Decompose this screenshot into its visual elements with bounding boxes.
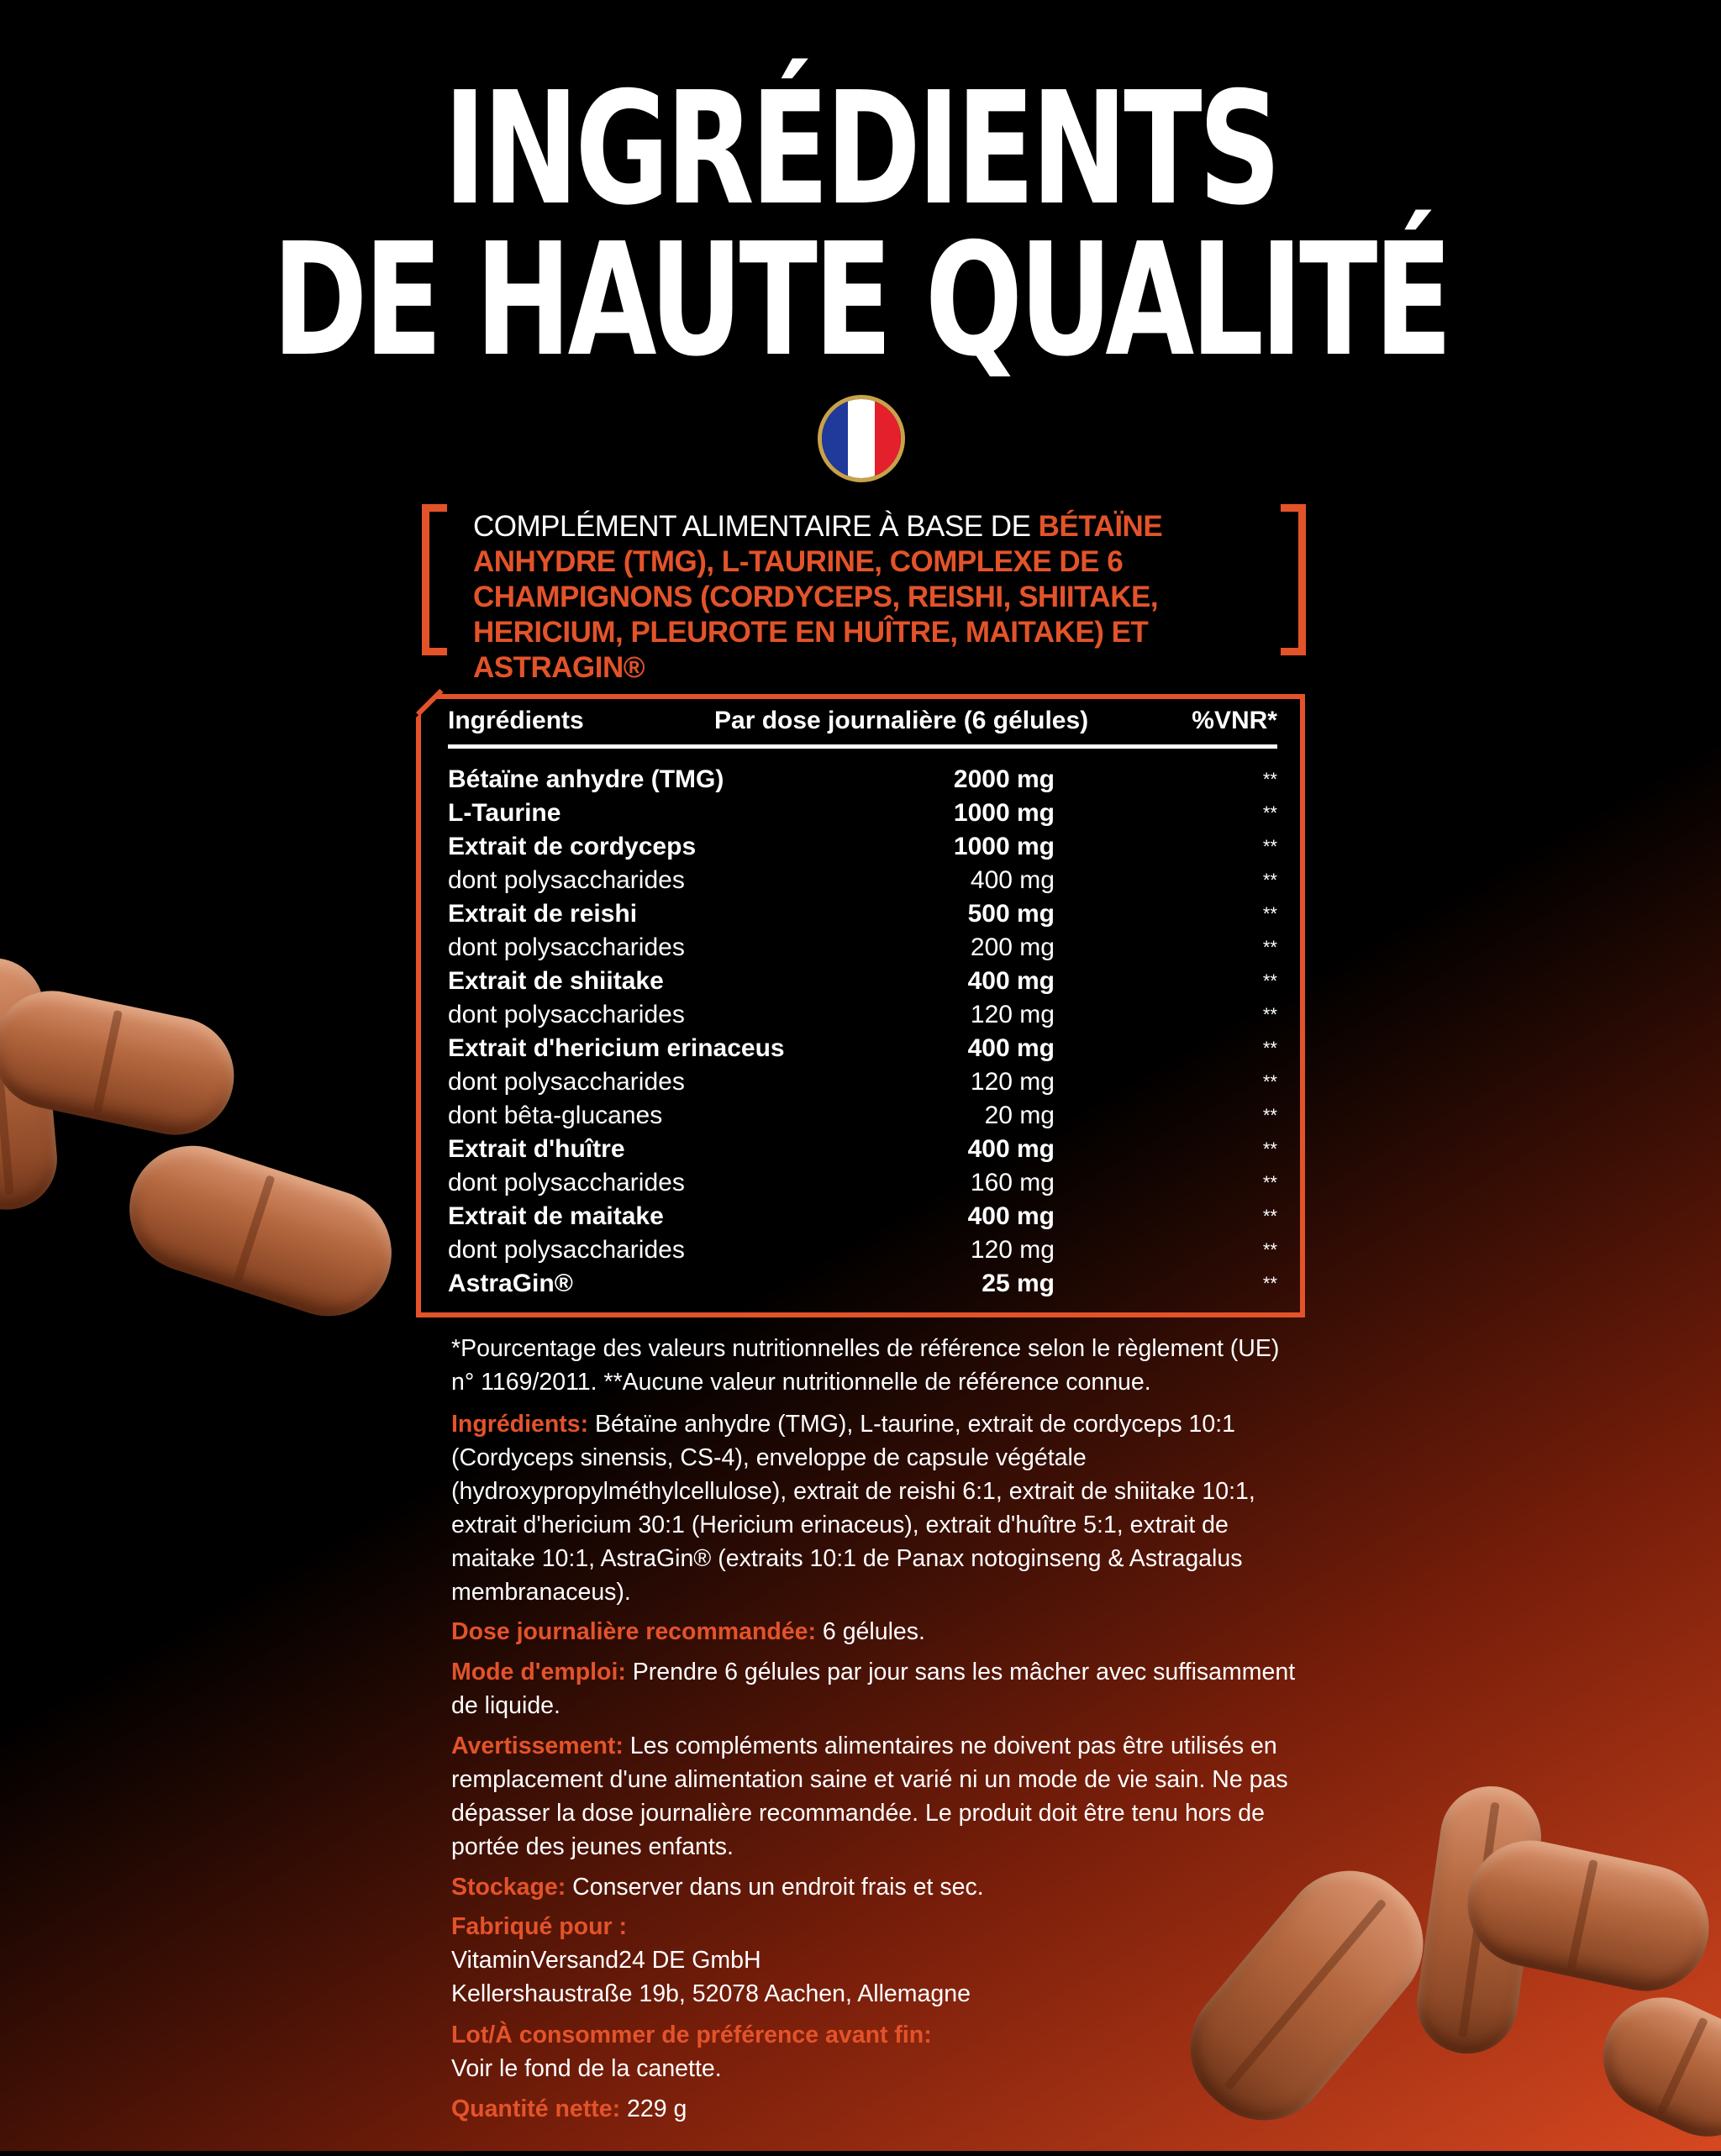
ingredient-name: dont polysaccharides	[448, 1001, 685, 1028]
header-vnr: %VNR*	[1192, 707, 1277, 734]
net-text: 229 g	[627, 2096, 687, 2122]
ingredient-vnr: **	[1262, 1239, 1277, 1260]
ingredient-vnr: **	[1262, 1038, 1277, 1059]
page-title-line1: INGRÉDIENTS	[443, 58, 1278, 239]
manufacturer-name: VitaminVersand24 DE GmbH	[451, 1947, 761, 1974]
ingredient-name: Extrait de cordyceps	[448, 833, 697, 860]
header-dose: Par dose journalière (6 gélules)	[714, 707, 1089, 734]
usage-section	[451, 1655, 1300, 1722]
ingredient-amount: 200 mg	[970, 933, 1055, 961]
header-ingredients: Ingrédients	[448, 707, 584, 734]
table-row	[448, 931, 1277, 965]
ingredient-name: dont polysaccharides	[448, 933, 685, 961]
subtitle-plain: COMPLÉMENT ALIMENTAIRE À BASE DE	[473, 510, 1039, 543]
ingredient-amount: 25 mg	[982, 1270, 1055, 1297]
lot-text: Voir le fond de la canette.	[451, 2055, 722, 2082]
table-row	[448, 1233, 1277, 1267]
ingredient-vnr: **	[1262, 970, 1277, 991]
table-row	[448, 1166, 1277, 1200]
ingredient-vnr: **	[1262, 1172, 1277, 1193]
ingredient-name: Extrait d'huître	[448, 1135, 625, 1163]
ingredient-vnr: **	[1262, 1206, 1277, 1227]
ingredient-name: dont polysaccharides	[448, 1236, 685, 1264]
ingredient-amount: 1000 mg	[953, 799, 1055, 827]
ingredient-vnr: **	[1262, 836, 1277, 857]
table-row	[448, 1200, 1277, 1233]
ingredient-name: Extrait d'hericium erinaceus	[448, 1034, 785, 1062]
dose-text: 6 gélules.	[822, 1618, 925, 1645]
ingredient-vnr: **	[1262, 1105, 1277, 1126]
ingredient-name: dont polysaccharides	[448, 1068, 685, 1096]
storage-label: Stockage:	[451, 1874, 566, 1901]
france-flag-icon	[818, 395, 905, 482]
ingredient-amount: 500 mg	[967, 900, 1055, 928]
ingredient-vnr: **	[1262, 802, 1277, 823]
manufacturer-section	[451, 1910, 1300, 2011]
left-bracket	[422, 504, 447, 655]
ingredient-amount: 400 mg	[967, 967, 1055, 995]
ingredients-label: Ingrédients:	[451, 1411, 589, 1438]
net-label: Quantité nette:	[451, 2096, 621, 2122]
product-subtitle	[473, 509, 1263, 686]
warning-label: Avertissement:	[451, 1733, 624, 1759]
ingredient-vnr: **	[1262, 1071, 1277, 1092]
table-row	[448, 1032, 1277, 1065]
table-header-rule	[448, 744, 1277, 749]
ingredient-amount: 20 mg	[984, 1102, 1055, 1129]
ingredient-amount: 400 mg	[967, 1202, 1055, 1230]
storage-section	[451, 1870, 1300, 1904]
table-row	[448, 763, 1277, 797]
storage-text: Conserver dans un endroit frais et sec.	[572, 1874, 984, 1901]
right-bracket	[1281, 504, 1306, 655]
net-quantity-section	[451, 2092, 1300, 2126]
ingredients-text: Bétaïne anhydre (TMG), L-taurine, extrait de cordyceps 10:1 (Cordyceps sinensis, CS-4), enveloppe de capsule végétale (hydroxypropylméthylcellulose), extrait de reishi 6:1, extrait de shiitake 10:1, extrait d'hericium 30:1 (Hericium erinaceus), extrait d'huître 5:1, extrait de maitake 10:1, AstraGin® (extraits 10:1 de Panax notoginseng & Astragalus membranaceus).	[451, 1411, 1255, 1606]
table-row	[448, 797, 1277, 830]
ingredient-amount: 400 mg	[967, 1034, 1055, 1062]
ingredient-amount: 1000 mg	[953, 833, 1055, 860]
ingredient-vnr: **	[1262, 1138, 1277, 1160]
ingredient-name: Extrait de maitake	[448, 1202, 664, 1230]
table-row	[448, 1133, 1277, 1166]
ingredient-name: dont bêta-glucanes	[448, 1102, 663, 1129]
ingredient-amount: 400 mg	[967, 1135, 1055, 1163]
table-row	[448, 965, 1277, 998]
ingredient-name: Extrait de reishi	[448, 900, 638, 928]
ingredient-vnr: **	[1262, 1004, 1277, 1025]
ingredient-name: Bétaïne anhydre (TMG)	[448, 765, 724, 793]
table-row	[448, 897, 1277, 931]
ingredient-amount: 400 mg	[970, 866, 1055, 894]
ingredient-name: AstraGin®	[448, 1270, 573, 1297]
ingredients-section	[451, 1407, 1300, 1609]
dose-label: Dose journalière recommandée:	[451, 1618, 816, 1645]
subtitle-highlight: BÉTAÏNE ANHYDRE (TMG), L-TAURINE, COMPLEXE DE 6 CHAMPIGNONS (CORDYCEPS, REISHI, SHIITAKE, HERICIUM, PLEUROTE EN HUÎTRE, MAITAKE) ET ASTRAGIN®	[473, 510, 1163, 684]
table-row	[448, 1099, 1277, 1133]
table-row	[448, 830, 1277, 864]
ingredient-amount: 2000 mg	[953, 765, 1055, 793]
warning-text: Les compléments alimentaires ne doivent pas être utilisés en remplacement d'une alimentation saine et varié ni un mode de vie sain. Ne pas dépasser la dose journalière recommandée. Le produit doit être tenu hors de portée des jeunes enfants.	[451, 1733, 1288, 1860]
table-row	[448, 864, 1277, 897]
table-row	[448, 1267, 1277, 1301]
page-title-line2: DE HAUTE QUALITÉ	[271, 209, 1450, 391]
lot-section	[451, 2018, 1300, 2085]
manufacturer-address: Kellershaustraße 19b, 52078 Aachen, Allemagne	[451, 1980, 971, 2007]
ingredient-name: L-Taurine	[448, 799, 561, 827]
ingredient-name: dont polysaccharides	[448, 1169, 685, 1196]
warning-section	[451, 1729, 1300, 1864]
manufacturer-label: Fabriqué pour :	[451, 1913, 627, 1940]
ingredient-vnr: **	[1262, 903, 1277, 924]
ingredient-vnr: **	[1262, 937, 1277, 958]
ingredient-vnr: **	[1262, 769, 1277, 790]
ingredient-amount: 120 mg	[970, 1068, 1055, 1096]
usage-text: Prendre 6 gélules par jour sans les mâcher avec suffisamment de liquide.	[451, 1659, 1296, 1719]
footnote: *Pourcentage des valeurs nutritionnelles de référence selon le règlement (UE) n° 1169/2011. **Aucune valeur nutritionnelle de référence connue.	[451, 1335, 1280, 1396]
ingredient-amount: 120 mg	[970, 1001, 1055, 1028]
ingredient-name: Extrait de shiitake	[448, 967, 664, 995]
ingredient-amount: 160 mg	[970, 1169, 1055, 1196]
usage-label: Mode d'emploi:	[451, 1659, 626, 1685]
table-row	[448, 1065, 1277, 1099]
ingredient-name: dont polysaccharides	[448, 866, 685, 894]
dose-section	[451, 1615, 1300, 1649]
table-row	[448, 998, 1277, 1032]
ingredient-vnr: **	[1262, 870, 1277, 891]
ingredient-vnr: **	[1262, 1273, 1277, 1294]
ingredient-amount: 120 mg	[970, 1236, 1055, 1264]
lot-label: Lot/À consommer de préférence avant fin:	[451, 2022, 932, 2048]
